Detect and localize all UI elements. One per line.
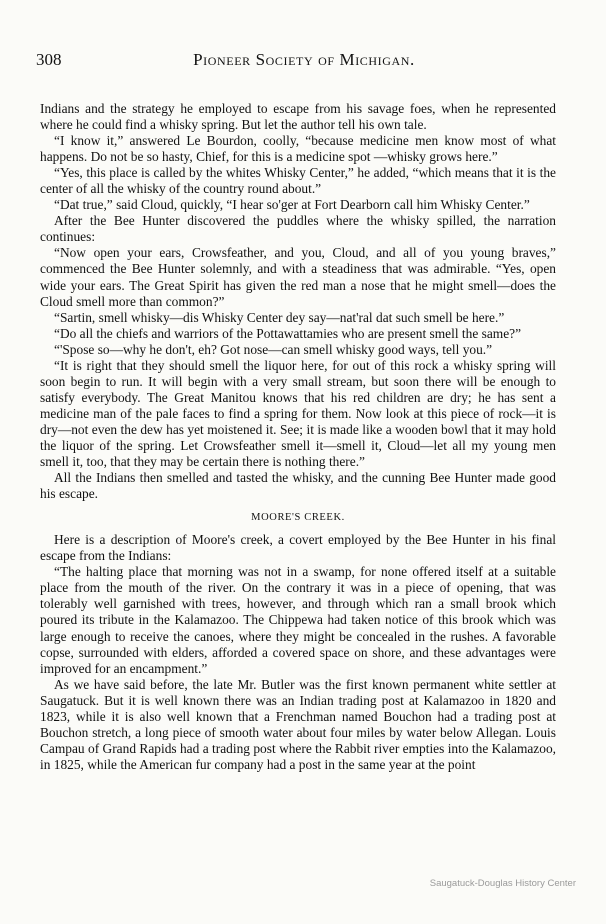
paragraph: “Do all the chiefs and warriors of the Pottawattamies who are present smell the same?” (54, 325, 522, 341)
body-text (40, 101, 556, 773)
paragraph: “Yes, this place is called by the whites Whisky Center,” he added, “which means that it is the center of all the whisky of the country round about.” (40, 165, 556, 197)
paragraph: “Sartin, smell whisky—dis Whisky Center dey say—nat'ral dat such smell be here.” (54, 309, 505, 325)
paragraph: “The halting place that morning was not in a swamp, for none offered itself at a suitable place from the mouth of the river. On the contrary it was in a piece of opening, that was tolerably well garnished with trees, however, and through which ran a small brook which poured its tribute in the Kalamazoo. The Chippewa had taken notice of this brook which was large enough to receive the canoes, where they might be concealed in the rushes. A favorable copse, surrounded with elders, afforded a covered space on shore, and these advantages were improved for an encampment.” (40, 564, 556, 676)
paragraph: As we have said before, the late Mr. Butler was the first known permanent white settler at Saugatuck. But it is well known there was an Indian trading post at Kalamazoo in 1820 and 1823, while it is also well known that a Frenchman named Bouchon had a trading post at Bouchon stretch, a long piece of smooth water about four miles by water below Allegan. Louis Campau of Grand Rapids had a trading post where the Rabbit river empties into the Kalamazoo, in 1825, while the American fur company had a post in the same year at the point (40, 676, 556, 772)
paragraph-continued: Indians and the strategy he employed to escape from his savage foes, when he represented where he could find a whisky spring. But let the author tell his own tale. (40, 101, 556, 133)
page-header (36, 50, 572, 74)
paragraph: Here is a description of Moore's creek, a covert employed by the Bee Hunter in his final escape from the Indians: (40, 532, 556, 564)
section-heading: MOORE'S CREEK. (251, 512, 345, 524)
paragraph: “Dat true,” said Cloud, quickly, “I hear so'ger at Fort Dearborn call him Whisky Center.” (54, 197, 530, 213)
running-head: Pioneer Society of Michigan. (193, 50, 415, 69)
paragraph: “I know it,” answered Le Bourdon, coolly, “because medicine men know most of what happens. Do not be so hasty, Chief, for this is a medicine spot —whisky grows here.” (40, 133, 556, 165)
paragraph: “Now open your ears, Crowsfeather, and you, Cloud, and all of you young braves,” commenced the Bee Hunter solemnly, and with a steadiness that was admirable. “Yes, open wide your ears. The Great Spirit has given the red man a nose that he might smell—does the Cloud smell more than common?” (40, 245, 556, 309)
page-number: 308 (36, 50, 62, 69)
paragraph: “It is right that they should smell the liquor here, for out of this rock a whisky spring will soon begin to run. It will begin with a very small stream, but soon there will be enough to satisfy everybody. The Great Manitou knows that his red children are dry; he has sent a medicine man of the pale faces to find a spring for them. Now look at this piece of rock—it is dry—not even the dew has yet moistened it. See; it is made like a wooden bowl that it may hold the liquor of the spring. Let Crowsfeather smell it—smell it, Cloud—let all my young men smell it, too, that they may be certain there is nothing there.” (40, 357, 556, 470)
watermark-text: Saugatuck-Douglas History Center (429, 878, 576, 889)
paragraph: “'Spose so—why he don't, eh? Got nose—can smell whisky good ways, tell you.” (54, 341, 493, 357)
paragraph: All the Indians then smelled and tasted the whisky, and the cunning Bee Hunter made good his escape. (40, 470, 556, 502)
paragraph: After the Bee Hunter discovered the puddles where the whisky spilled, the narration continues: (40, 213, 556, 245)
